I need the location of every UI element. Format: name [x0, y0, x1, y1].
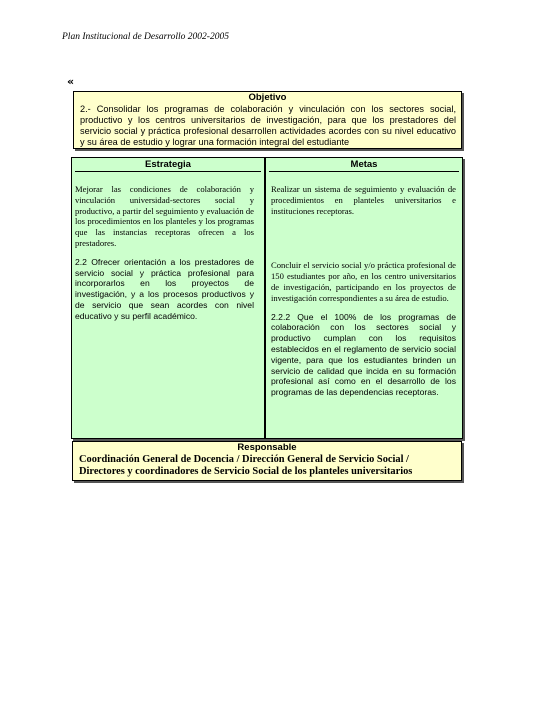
metas-title: Metas: [269, 158, 459, 172]
estrategia-item-2: 2.2 Ofrecer orientación a los prestadores de servicio social y práctica profesional para incorporarlos en los proyectos de investigación, y a los procesos productivos y de servicio que sean acordes con nivel educativo y su perfil académico.: [75, 256, 254, 321]
estrategia-item-1: Mejorar las condiciones de colaboración y vinculación universidad-sectores social y productivo, a partir del seguimiento y evaluación de los procedimientos en los planteles y los programas que las instancias receptoras ofrecen a los prestadores.: [75, 184, 254, 248]
objetivo-text: 2.- Consolidar los programas de colaboración y vinculación con los sectores social, productivo y los centros universitarios de investigación, para que los prestadores del servicio social y práctica profesional desarrollen actividades acordes con su nivel educativo y su área de estudio y lograr una formación integral del estudiante: [80, 104, 456, 147]
responsable-box: [72, 441, 462, 481]
document-header: Plan Institucional de Desarrollo 2002-2005: [62, 32, 229, 42]
metas-item-3: 2.2.2 Que el 100% de los programas de colaboración con los sectores social y productivo cumplan con los requisitos establecidos en el reglamento de servicio social vigente, para que los estudiantes brinden un servicio de calidad que incida en su formación profesional así como en el desarrollo de los programas de las dependencias receptoras.: [271, 311, 456, 398]
metas-box: [265, 157, 463, 439]
objetivo-title: Objetivo: [248, 92, 287, 103]
estrategia-title: Estrategia: [75, 158, 261, 172]
responsable-text: Coordinación General de Docencia / Dirección General de Servicio Social / Directores y coordinadores de Servicio Social de los planteles universitarios: [79, 454, 413, 477]
bullet-marker: «: [67, 75, 75, 88]
responsable-title: Responsable: [237, 442, 297, 453]
metas-item-1: Realizar un sistema de seguimiento y evaluación de procedimientos en planteles universitarios e instituciones receptoras.: [271, 184, 456, 216]
objetivo-box: [73, 91, 462, 149]
estrategia-box: [71, 157, 265, 439]
metas-item-2: Concluir el servicio social y/o práctica profesional de 150 estudiantes por año, en los centro universitarios de investigación, participando en los proyectos de investigación correspondientes a su área de estudio.: [271, 260, 456, 303]
